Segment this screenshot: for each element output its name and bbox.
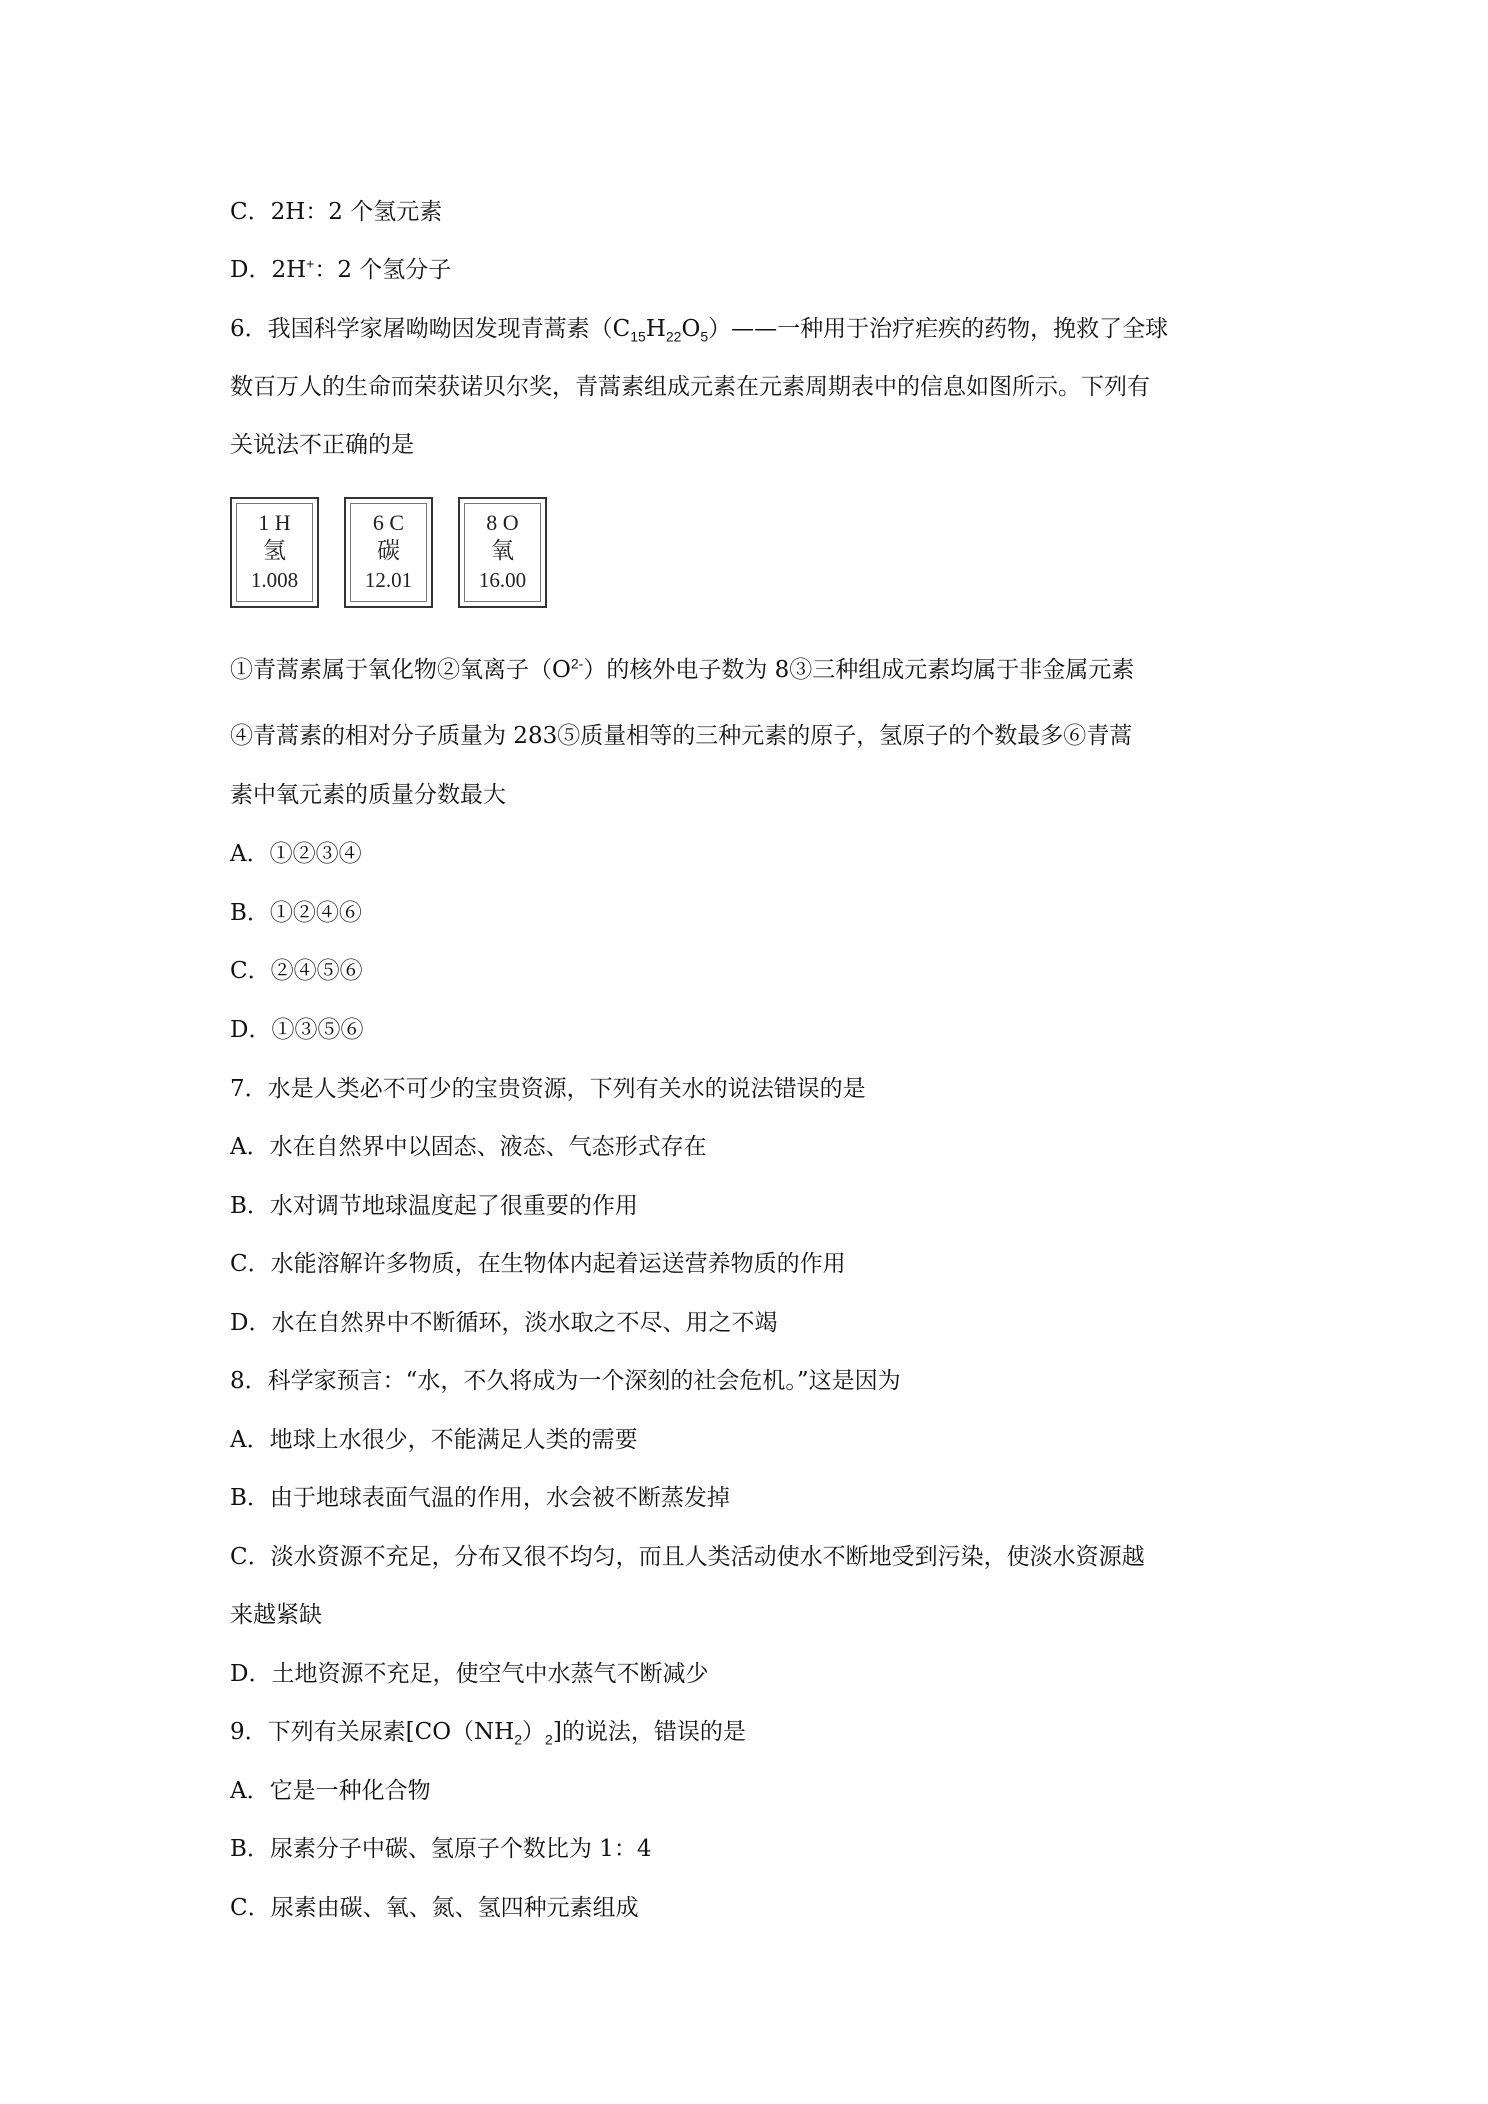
element-number-symbol: 8 O (486, 510, 519, 535)
q6-option-b: B．①②④⑥ (230, 900, 362, 926)
tile-inner-border (464, 503, 541, 602)
q8-option-c-line-2: 来越紧缺 (230, 1602, 322, 1628)
element-tile-carbon (344, 497, 433, 608)
tile-inner-border (236, 503, 313, 602)
formula-h: H (645, 316, 666, 342)
q6-option-a: A．①②③④ (230, 841, 362, 867)
q6-statements-line-2: ④青蒿素的相对分子质量为 283⑤质量相等的三种元素的原子，氢原子的个数最多⑥青蒿 (230, 723, 1133, 749)
formula-sub-o: 5 (700, 328, 709, 345)
element-mass: 12.01 (364, 568, 413, 592)
q8-stem: 8．科学家预言：“水，不久将成为一个深刻的社会危机。”这是因为 (230, 1368, 901, 1394)
q8-option-b: B．由于地球表面气温的作用，水会被不断蒸发掉 (230, 1485, 730, 1511)
element-mass: 16.00 (478, 568, 527, 592)
element-tile-oxygen (458, 497, 547, 608)
q8-option-c-line-1: C．淡水资源不充足，分布又很不均匀，而且人类活动使水不断地受到污染，使淡水资源越 (230, 1544, 1145, 1570)
q9-option-a: A．它是一种化合物 (230, 1778, 431, 1804)
q5-option-d (230, 254, 451, 286)
q6-stem-line-1 (230, 313, 1168, 345)
tile-inner-border (350, 503, 427, 602)
formula-sub-c: 15 (630, 328, 646, 345)
q7-option-a: A．水在自然界中以固态、液态、气态形式存在 (230, 1134, 707, 1160)
q5d-charge: + (306, 255, 315, 272)
s1-head: ①青蒿素属于氧化物②氧离子（O (230, 657, 571, 683)
element-mass: 1.008 (250, 568, 299, 592)
formula-sub-h: 22 (665, 328, 682, 345)
nh2-sub: 2 (514, 1731, 523, 1748)
q5-option-c: C．2H：2 个氢元素 (230, 199, 443, 225)
q6-option-d: D．①③⑤⑥ (230, 1017, 364, 1043)
q5d-head: D．2H (230, 257, 307, 283)
q9-head: 9．下列有关尿素[CO（NH (230, 1719, 515, 1745)
q6-stem-line-2: 数百万人的生命而荣获诺贝尔奖，青蒿素组成元素在元素周期表中的信息如图所示。下列有 (230, 374, 1150, 400)
q9-option-c: C．尿素由碳、氧、氮、氢四种元素组成 (230, 1895, 639, 1921)
formula-o: O (681, 316, 701, 342)
s1-tail: ）的核外电子数为 8③三种组成元素均属于非金属元素 (583, 657, 1135, 683)
element-number-symbol: 6 C (372, 510, 405, 535)
q6-stem-tail: ）——一种用于治疗疟疾的药物，挽救了全球 (708, 316, 1169, 342)
q7-option-b: B．水对调节地球温度起了很重要的作用 (230, 1193, 638, 1219)
q8-option-a: A．地球上水很少，不能满足人类的需要 (230, 1427, 638, 1453)
element-name: 氧 (491, 538, 514, 564)
q7-option-c: C．水能溶解许多物质，在生物体内起着运送营养物质的作用 (230, 1251, 846, 1277)
q9-option-b: B．尿素分子中碳、氢原子个数比为 1：4 (230, 1836, 652, 1862)
q7-option-d: D．水在自然界中不断循环，淡水取之不尽、用之不竭 (230, 1310, 778, 1336)
q7-stem: 7．水是人类必不可少的宝贵资源，下列有关水的说法错误的是 (230, 1076, 866, 1102)
group-sub: 2 (545, 1731, 553, 1748)
oxide-ion-charge: 2- (570, 655, 584, 672)
q9-stem (230, 1716, 746, 1748)
element-name: 碳 (377, 538, 400, 564)
q6-stem-head: 6．我国科学家屠呦呦因发现青蒿素（C (230, 316, 631, 342)
q8-option-d: D．土地资源不充足，使空气中水蒸气不断减少 (230, 1661, 709, 1687)
q6-statements-line-1 (230, 654, 1134, 686)
q9-mid: ） (522, 1719, 546, 1745)
q9-tail: ]的说法，错误的是 (552, 1719, 746, 1745)
q5d-tail: ：2 个氢分子 (314, 257, 452, 283)
q6-statements-line-3: 素中氧元素的质量分数最大 (230, 782, 506, 808)
element-number-symbol: 1 H (258, 510, 291, 535)
q6-stem-line-3: 关说法不正确的是 (230, 432, 414, 458)
element-name: 氢 (263, 538, 286, 564)
element-tile-hydrogen (230, 497, 319, 608)
q6-option-c: C．②④⑤⑥ (230, 958, 363, 984)
